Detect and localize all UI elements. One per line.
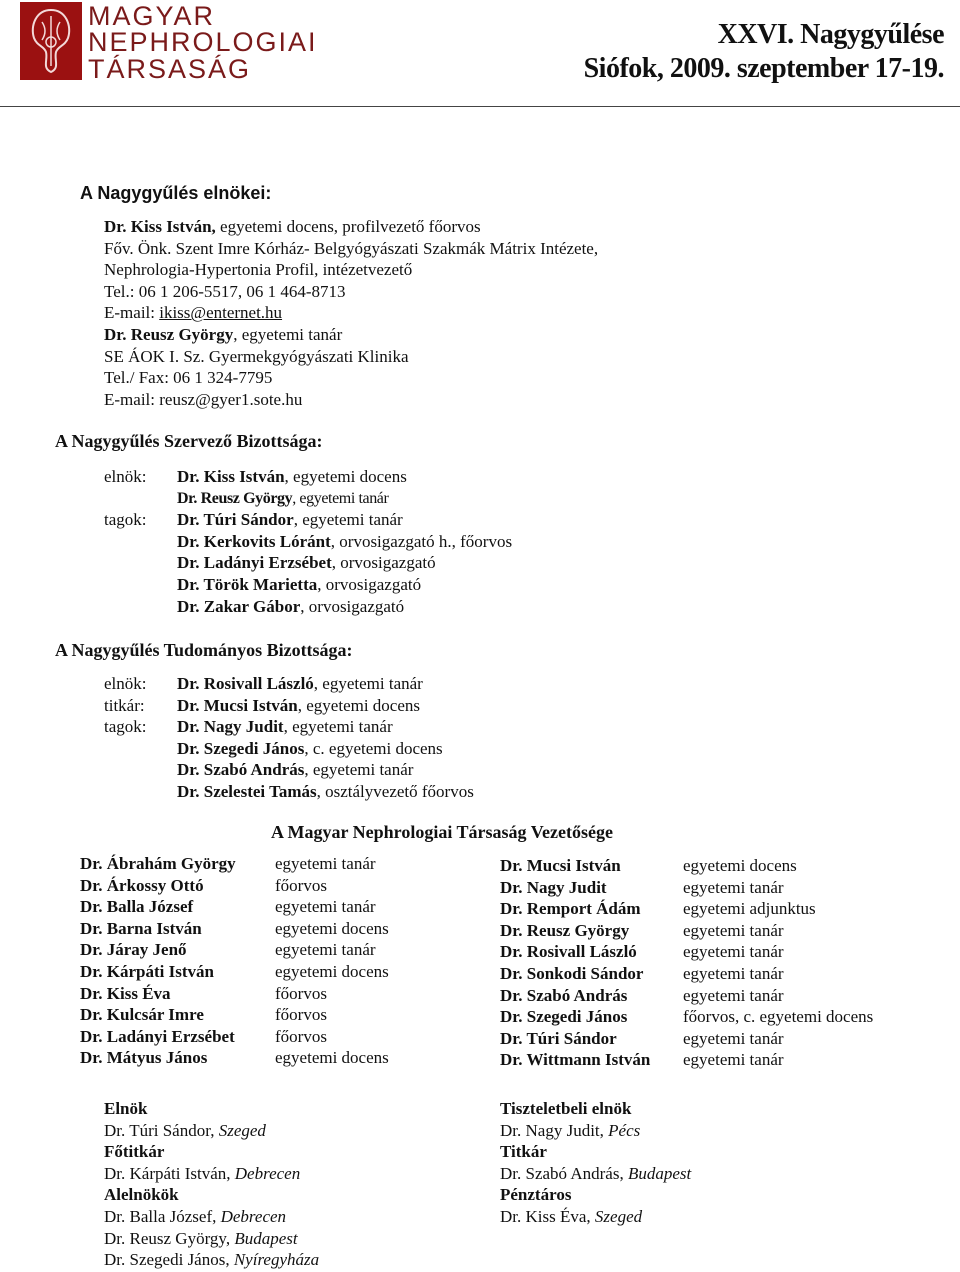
kidney-emblem-icon xyxy=(20,2,82,80)
list-item xyxy=(177,509,512,531)
organizing-heading: A Nagygyűlés Szervező Bizottsága: xyxy=(55,431,323,451)
president-1-title: egyetemi docens, profilvezető főorvos xyxy=(215,217,481,236)
officer-entry xyxy=(104,1120,319,1142)
board-member-name: Dr. Nagy Judit xyxy=(500,877,607,897)
board-member-title: főorvos xyxy=(275,983,327,1003)
officer-role: Főtitkár xyxy=(104,1142,165,1162)
member-title: , orvosigazgató xyxy=(300,596,405,616)
officer-role: Tiszteletbeli elnök xyxy=(500,1099,632,1118)
officers-left xyxy=(104,1098,319,1271)
list-item xyxy=(177,531,512,553)
event-title-line-1: XXVI. Nagygyűlése xyxy=(717,19,944,50)
member-name: Dr. Kiss István xyxy=(177,467,285,486)
event-title-line-2: Siófok, 2009. szeptember 17-19. xyxy=(583,53,944,84)
list-item xyxy=(177,738,474,760)
header-divider xyxy=(0,106,960,107)
member-name: Dr. Túri Sándor xyxy=(177,510,294,530)
board-member-title: egyetemi adjunktus xyxy=(683,899,816,919)
list-item xyxy=(177,695,474,717)
list-item xyxy=(177,716,474,738)
officer-entry xyxy=(500,1120,691,1142)
board-member-name: Dr. Balla József xyxy=(80,897,194,917)
board-member-title: egyetemi tanár xyxy=(275,854,376,873)
officer-name: Dr. Túri Sándor, xyxy=(104,1120,219,1140)
member-title: , egyetemi tanár xyxy=(293,510,403,530)
board-member-title: főorvos xyxy=(275,1026,327,1046)
officer-name: Dr. Balla József, xyxy=(104,1206,221,1226)
president-2-institution: SE ÁOK I. Sz. Gyermekgyógyászati Klinika xyxy=(104,346,409,366)
president-1-phone: Tel.: 06 1 206-5517, 06 1 464-8713 xyxy=(104,281,346,301)
officer-city: Szeged xyxy=(594,1206,643,1226)
president-2-email: E-mail: reusz@gyer1.sote.hu xyxy=(104,389,303,409)
officer-city: Debrecen xyxy=(220,1206,287,1226)
member-name: Dr. Ladányi Erzsébet xyxy=(177,553,332,573)
officer-name: Dr. Kiss Éva, xyxy=(500,1206,595,1226)
member-name: Dr. Nagy Judit xyxy=(177,717,284,737)
member-name: Dr. Török Marietta xyxy=(177,574,318,594)
list-item xyxy=(177,673,474,695)
president-2-name: Dr. Reusz György xyxy=(104,324,234,344)
officer-entry xyxy=(104,1163,319,1185)
member-title: , c. egyetemi docens xyxy=(304,738,443,758)
board-member-title: főorvos xyxy=(275,875,327,895)
list-item xyxy=(177,466,512,488)
officer-name: Dr. Nagy Judit, xyxy=(500,1120,609,1140)
member-name: Dr. Szabó András xyxy=(177,760,305,780)
member-name: Dr. Zakar Gábor xyxy=(177,596,301,616)
officer-role: Pénztáros xyxy=(500,1185,572,1205)
scientific-labels xyxy=(104,673,147,738)
officer-name: Dr. Szabó András, xyxy=(500,1163,628,1183)
board-member-title: egyetemi docens xyxy=(683,856,797,875)
board-member-title: egyetemi tanár xyxy=(275,940,376,960)
board-member-name: Dr. Wittmann István xyxy=(500,1050,651,1070)
officer-city: Budapest xyxy=(234,1228,298,1248)
list-item xyxy=(177,596,512,618)
scientific-secretary-label: titkár: xyxy=(104,695,145,715)
board-member-title: egyetemi tanár xyxy=(275,897,376,917)
member-title: , orvosigazgató xyxy=(331,553,436,573)
officer-entry xyxy=(104,1206,319,1228)
president-1-email-label: E-mail: xyxy=(104,303,160,323)
list-item xyxy=(177,574,512,596)
board-member-name: Dr. Rosivall László xyxy=(500,942,637,962)
presidents-heading: A Nagygyűlés elnökei: xyxy=(80,183,272,203)
board-member-title: egyetemi tanár xyxy=(683,920,784,940)
officer-city: Budapest xyxy=(627,1163,692,1183)
board-member-name: Dr. Kárpáti István xyxy=(80,961,214,981)
scientific-heading: A Nagygyűlés Tudományos Bizottsága: xyxy=(55,640,353,660)
board-right-titles xyxy=(683,855,873,1071)
member-title: , orvosigazgató xyxy=(317,574,422,594)
organizing-members-label: tagok: xyxy=(104,510,147,529)
board-member-name: Dr. Mucsi István xyxy=(500,856,621,875)
board-member-name: Dr. Ábrahám György xyxy=(80,854,236,873)
officer-city: Debrecen xyxy=(234,1163,301,1183)
officer-role: Titkár xyxy=(500,1142,547,1162)
board-left-names xyxy=(80,853,236,1069)
member-title: , egyetemi docens xyxy=(297,695,421,715)
board-member-name: Dr. Járay Jenő xyxy=(80,940,187,960)
board-member-title: egyetemi docens xyxy=(275,1048,389,1068)
member-name: Dr. Kerkovits Lóránt xyxy=(177,531,331,551)
member-name: Dr. Mucsi István xyxy=(177,695,298,715)
member-title: , egyetemi tanár xyxy=(313,674,423,693)
officer-city: Szeged xyxy=(218,1120,266,1140)
board-member-name: Dr. Remport Ádám xyxy=(500,899,641,919)
list-item xyxy=(177,781,474,803)
board-member-name: Dr. Szabó András xyxy=(500,985,628,1005)
member-name: Dr. Szegedi János xyxy=(177,738,305,758)
board-member-title: egyetemi tanár xyxy=(683,963,784,983)
society-logo xyxy=(20,2,376,82)
list-item xyxy=(177,552,512,574)
president-1-email-link[interactable]: ikiss@enternet.hu xyxy=(159,303,283,323)
president-1-block xyxy=(104,216,598,410)
organizing-chair-label: elnök: xyxy=(104,467,147,486)
board-left-titles xyxy=(275,853,389,1069)
board-member-name: Dr. Árkossy Ottó xyxy=(80,875,204,895)
board-member-name: Dr. Szegedi János xyxy=(500,1007,628,1027)
officer-role: Alelnökök xyxy=(104,1185,179,1205)
officer-name: Dr. Kárpáti István, xyxy=(104,1163,235,1183)
president-1-institution-1: Főv. Önk. Szent Imre Kórház- Belgyógyászati Szakmák Mátrix Intézete, xyxy=(104,238,599,258)
president-2-title: , egyetemi tanár xyxy=(233,324,343,344)
board-member-title: egyetemi tanár xyxy=(683,985,784,1005)
member-title: , osztályvezető főorvos xyxy=(316,781,474,801)
member-title: , egyetemi tanár xyxy=(304,760,414,780)
board-member-name: Dr. Túri Sándor xyxy=(500,1028,617,1048)
member-title: , egyetemi tanár xyxy=(283,717,393,737)
list-item xyxy=(177,488,512,510)
board-member-title: egyetemi docens xyxy=(275,961,389,981)
officer-city: Nyíregyháza xyxy=(233,1250,320,1270)
board-member-title: egyetemi tanár xyxy=(683,942,784,962)
board-member-title: egyetemi tanár xyxy=(683,1050,784,1070)
member-title: , orvosigazgató h., főorvos xyxy=(330,531,513,551)
board-member-title: egyetemi tanár xyxy=(683,877,784,897)
board-member-name: Dr. Ladányi Erzsébet xyxy=(80,1026,235,1046)
president-1-name: Dr. Kiss István, xyxy=(104,217,216,236)
board-member-title: főorvos, c. egyetemi docens xyxy=(683,1007,874,1027)
list-item xyxy=(177,759,474,781)
member-name: Dr. Szelestei Tamás xyxy=(177,781,317,801)
board-heading: A Magyar Nephrologiai Társaság Vezetősége xyxy=(271,822,613,842)
board-member-title: egyetemi tanár xyxy=(683,1028,784,1048)
officer-entry xyxy=(104,1249,319,1271)
officer-name: Dr. Reusz György, xyxy=(104,1228,235,1248)
board-member-name: Dr. Mátyus János xyxy=(80,1048,208,1068)
president-2-phone: Tel./ Fax: 06 1 324-7795 xyxy=(104,368,273,388)
board-right-names xyxy=(500,855,650,1071)
logo-line-2: NEPHROLOGIAI xyxy=(88,27,318,57)
officer-city: Pécs xyxy=(608,1120,641,1140)
event-title xyxy=(584,18,944,86)
scientific-members-label: tagok: xyxy=(104,717,147,737)
officer-role: Elnök xyxy=(104,1099,148,1118)
logo-line-1: MAGYAR xyxy=(88,1,216,31)
officer-name: Dr. Szegedi János, xyxy=(104,1250,234,1270)
organizing-list xyxy=(177,466,512,617)
member-title: , egyetemi docens xyxy=(284,467,407,486)
officer-entry xyxy=(500,1163,691,1185)
scientific-list xyxy=(177,673,474,803)
board-member-name: Dr. Kiss Éva xyxy=(80,983,171,1003)
board-member-name: Dr. Kulcsár Imre xyxy=(80,1005,204,1025)
scientific-chair-label: elnök: xyxy=(104,674,147,693)
president-1-institution-2: Nephrologia-Hypertonia Profil, intézetvezető xyxy=(104,260,413,280)
board-member-title: főorvos xyxy=(275,1005,327,1025)
member-name: Dr. Rosivall László xyxy=(177,674,314,693)
logo-line-3: TÁRSASÁG xyxy=(88,54,252,84)
board-member-title: egyetemi docens xyxy=(275,918,389,938)
officer-entry xyxy=(500,1206,691,1228)
member-title: , egyetemi tanár xyxy=(292,489,389,507)
board-member-name: Dr. Barna István xyxy=(80,918,202,938)
officers-right xyxy=(500,1098,691,1228)
officer-entry xyxy=(104,1228,319,1250)
board-member-name: Dr. Reusz György xyxy=(500,920,630,940)
member-name: Dr. Reusz György xyxy=(177,489,293,507)
board-member-name: Dr. Sonkodi Sándor xyxy=(500,963,644,983)
